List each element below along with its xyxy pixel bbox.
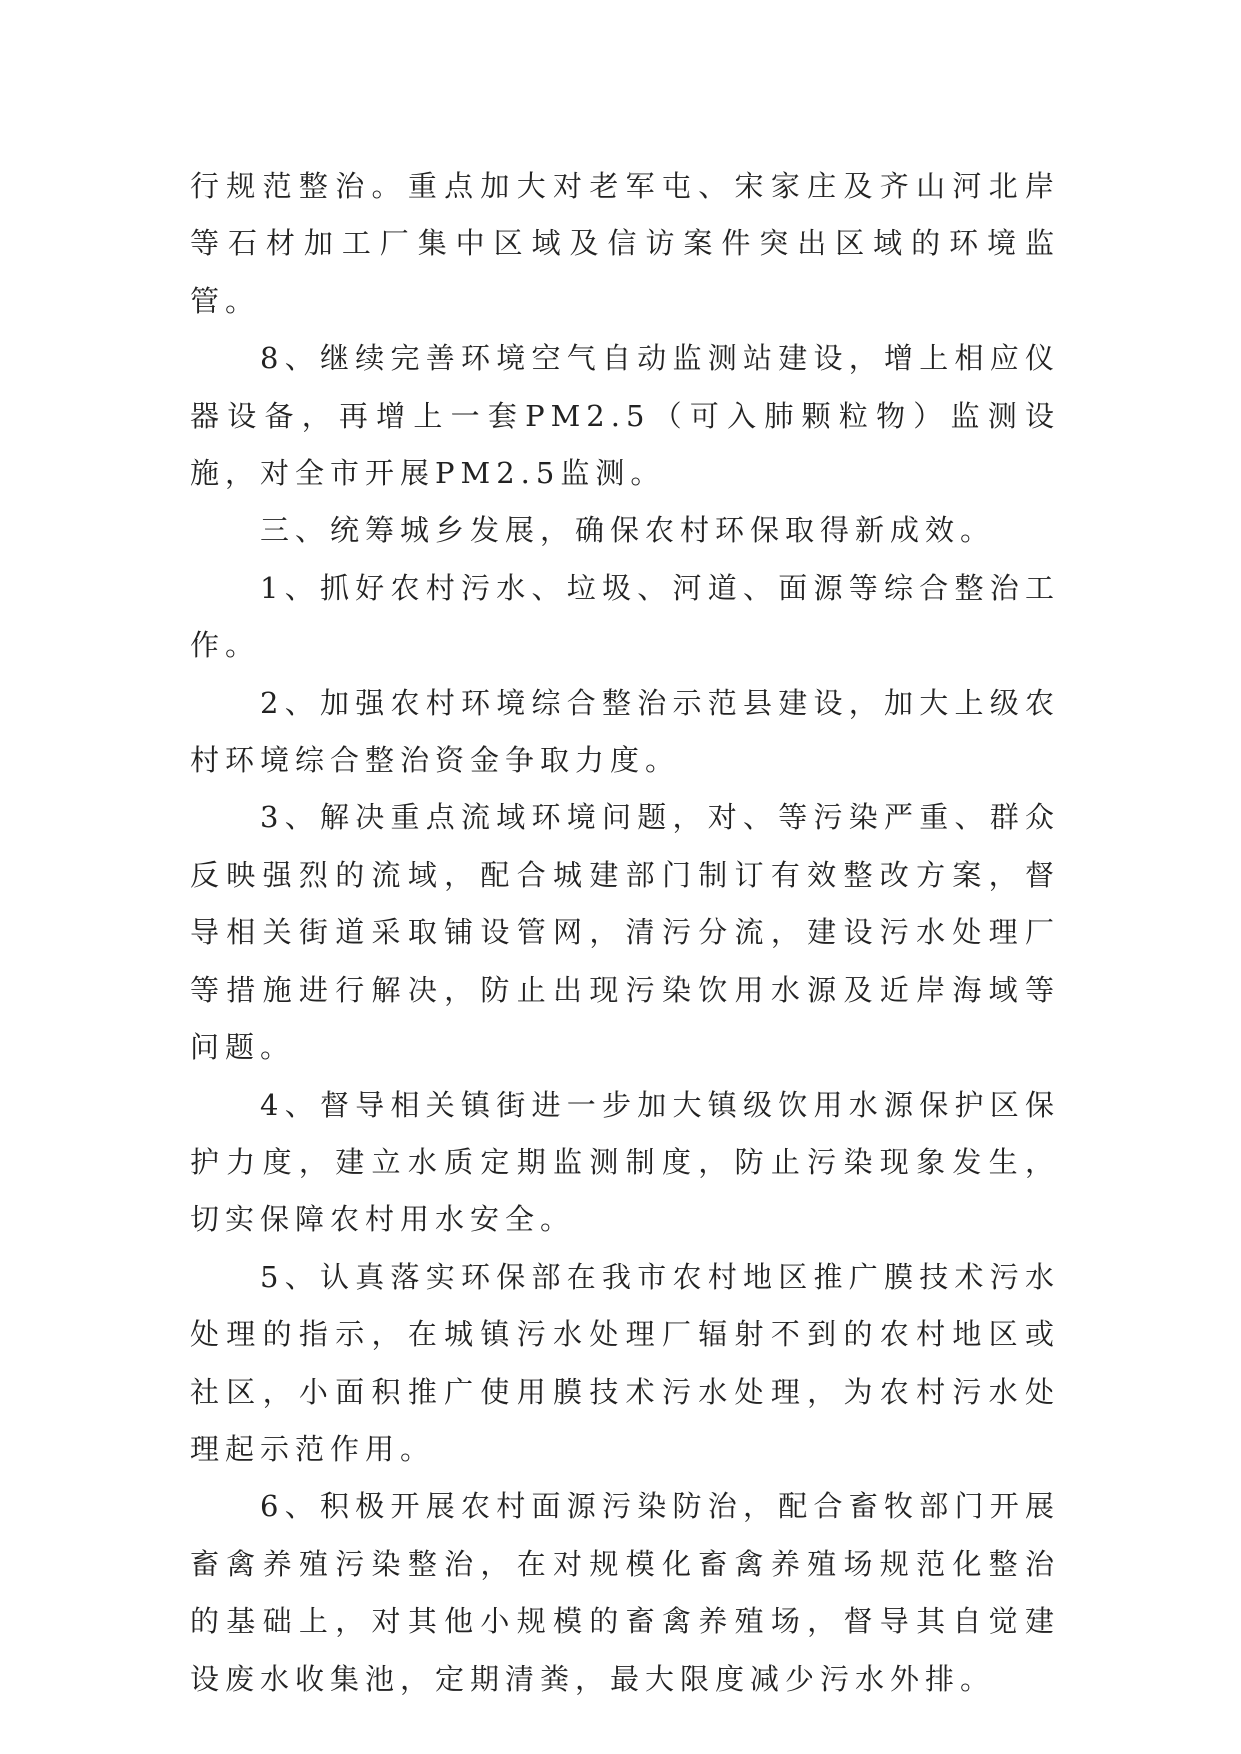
paragraph-item-8: 8、继续完善环境空气自动监测站建设，增上相应仪器设备，再增上一套PM2.5（可入肺颗粒物）监测设施，对全市开展PM2.5监测。 (190, 341, 1060, 491)
paragraph-item-2: 2、加强农村环境综合整治示范县建设，加大上级农村环境综合整治资金争取力度。 (190, 685, 1060, 778)
paragraph-item-5: 5、认真落实环保部在我市农村地区推广膜技术污水处理的指示，在城镇污水处理厂辐射不到的农村地区或社区，小面积推广使用膜技术污水处理，为农村污水处理起示范作用。 (190, 1259, 1060, 1466)
paragraph-continuation: 行规范整治。重点加大对老军屯、宋家庄及齐山河北岸等石材加工厂集中区域及信访案件突出区域的环境监管。 (190, 169, 1060, 318)
paragraph-item-3: 3、解决重点流域环境问题，对、等污染严重、群众反映强烈的流域，配合城建部门制订有效整改方案，督导相关街道采取铺设管网，清污分流，建设污水处理厂等措施进行解决，防止出现污染饮用水源及近岸海域等问题。 (190, 800, 1060, 1065)
document-body (190, 158, 1060, 1708)
paragraph-item-4: 4、督导相关镇街进一步加大镇级饮用水源保护区保护力度，建立水质定期监测制度，防止污染现象发生，切实保障农村用水安全。 (190, 1087, 1060, 1237)
paragraph-item-6: 6、积极开展农村面源污染防治，配合畜牧部门开展畜禽养殖污染整治，在对规模化畜禽养殖场规范化整治的基础上，对其他小规模的畜禽养殖场，督导其自觉建设废水收集池，定期清粪，最大限度减少污水外排。 (190, 1489, 1060, 1696)
paragraph-item-1: 1、抓好农村污水、垃圾、河道、面源等综合整治工作。 (190, 570, 1060, 663)
section-heading-3: 三、统筹城乡发展，确保农村环保取得新成效。 (260, 513, 996, 548)
